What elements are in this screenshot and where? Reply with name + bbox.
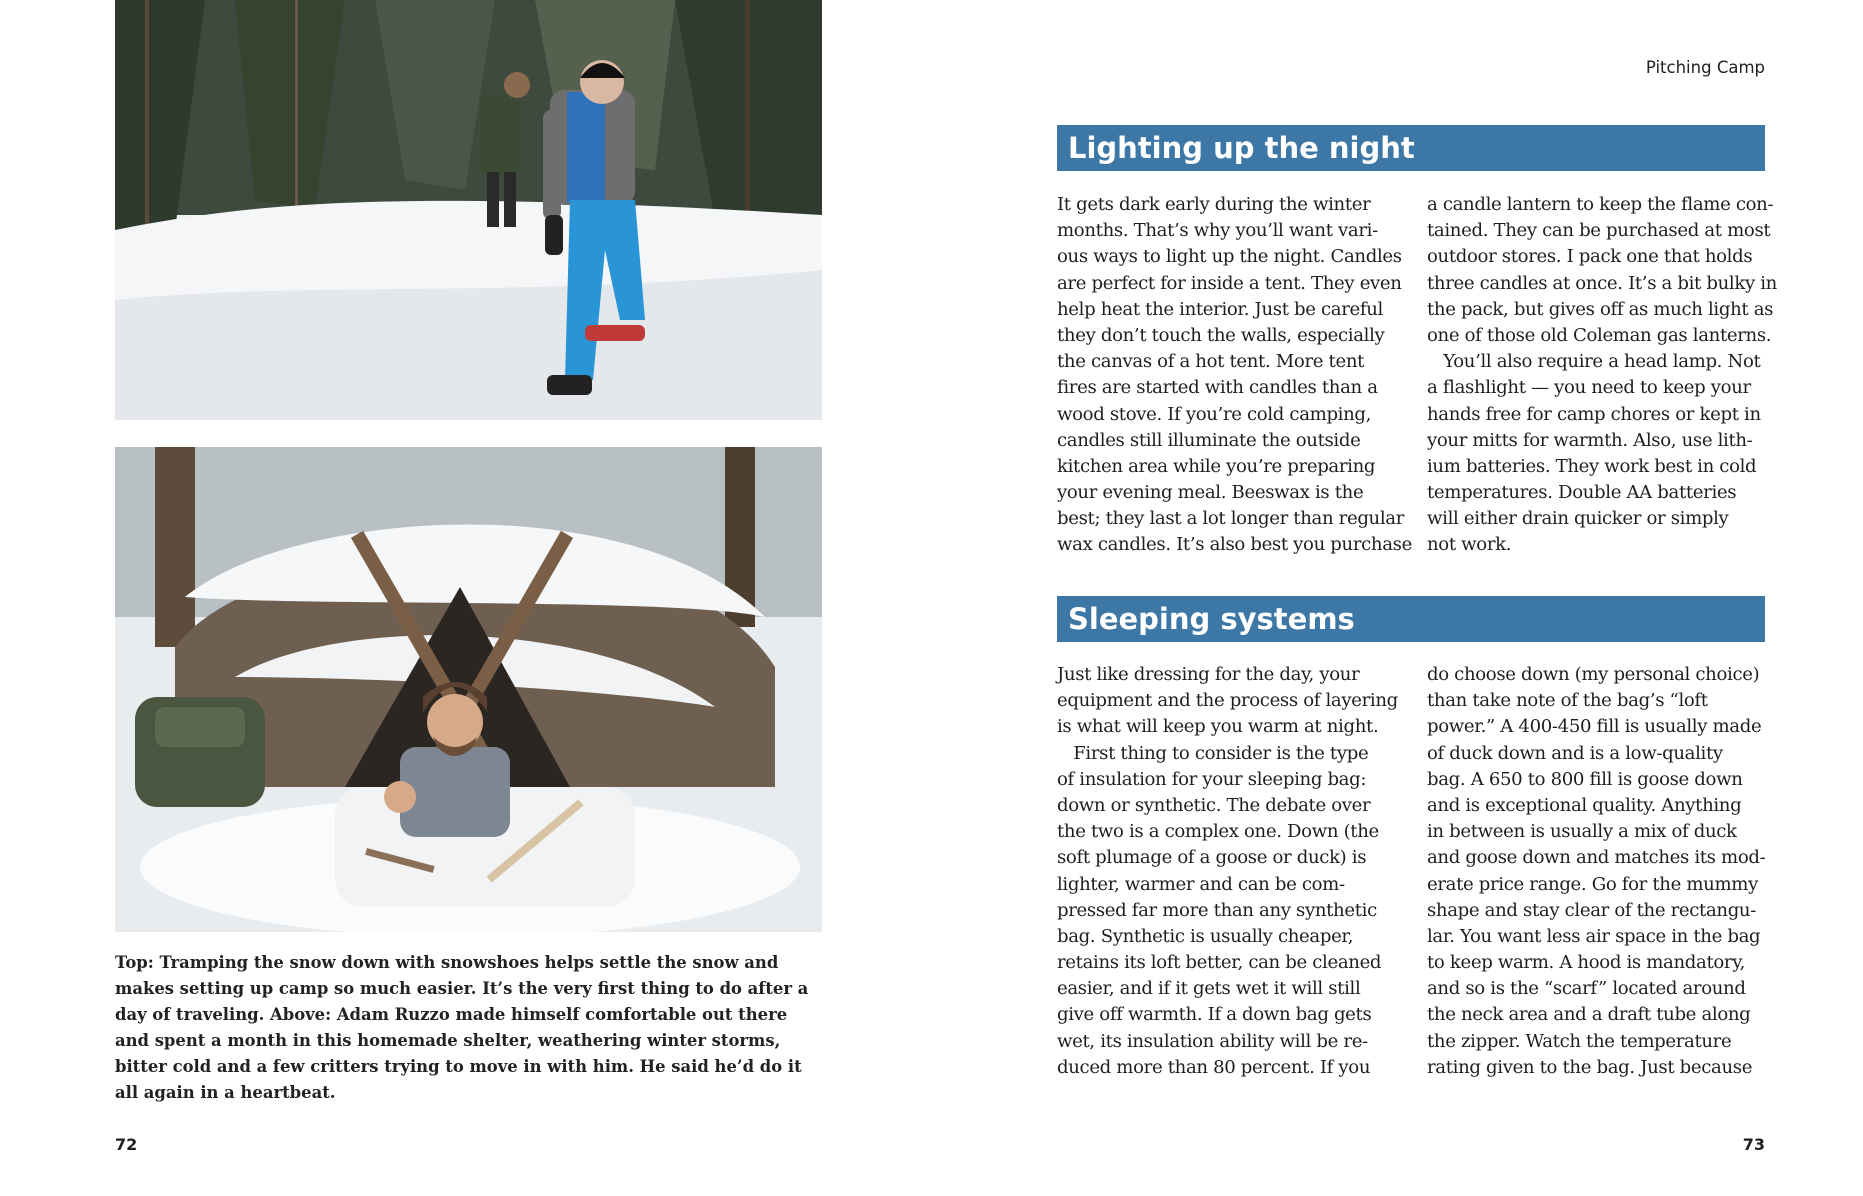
text-line: wood stove. If you’re cold camping, [1057, 403, 1372, 425]
text-line: is what will keep you warm at night. [1057, 716, 1379, 738]
text-line: help heat the interior. Just be careful [1057, 298, 1383, 320]
text-line: the neck area and a draft tube along [1427, 1004, 1751, 1026]
text-line: bag. A 650 to 800 fill is goose down [1427, 768, 1743, 790]
text-line: rating given to the bag. Just because [1427, 1056, 1753, 1078]
text-line: not work. [1427, 534, 1512, 556]
text-line: wax candles. It’s also best you purchase [1057, 534, 1412, 556]
text-line: wet, its insulation ability will be re- [1057, 1030, 1368, 1052]
text-line: temperatures. Double AA batteries [1427, 482, 1737, 504]
text-line: lar. You want less air space in the bag [1427, 925, 1761, 947]
page-number-right: 73 [1742, 1135, 1765, 1154]
text-line: easier, and if it gets wet it will still [1057, 978, 1361, 1000]
text-line: It gets dark early during the winter [1057, 194, 1371, 215]
text-line: and is exceptional quality. Anything [1427, 794, 1742, 816]
text-line: give off warmth. If a down bag gets [1057, 1004, 1372, 1026]
photo-snowshoeing [115, 0, 822, 420]
text-line: in between is usually a mix of duck [1427, 821, 1737, 843]
heading-sleeping-systems: Sleeping systems [1057, 596, 1765, 642]
text-line: pressed far more than any synthetic [1057, 899, 1377, 921]
snowshoeing-illustration [115, 0, 822, 420]
text-line: bag. Synthetic is usually cheaper, [1057, 925, 1354, 947]
snow-shelter-illustration [115, 447, 822, 932]
text-line: will either drain quicker or simply [1427, 508, 1729, 530]
text-line: soft plumage of a goose or duck) is [1057, 847, 1367, 869]
text-line: a candle lantern to keep the flame con- [1427, 194, 1774, 215]
text-line: your mitts for warmth. Also, use lith- [1427, 429, 1753, 451]
text-line: the canvas of a hot tent. More tent [1057, 351, 1365, 373]
text-line: tained. They can be purchased at most [1427, 220, 1771, 242]
running-head: Pitching Camp [1645, 58, 1765, 77]
text-line: the zipper. Watch the temperature [1427, 1030, 1732, 1052]
lighting-column-1 [1057, 192, 1412, 559]
text-line: the pack, but gives off as much light as [1427, 298, 1774, 320]
text-line: three candles at once. It’s a bit bulky in [1427, 272, 1777, 294]
text-line: fires are started with candles than a [1057, 377, 1378, 399]
text-line: First thing to consider is the type [1057, 742, 1369, 764]
text-line: You’ll also require a head lamp. Not [1427, 351, 1761, 373]
text-line: outdoor stores. I pack one that holds [1427, 246, 1753, 268]
text-line: best; they last a lot longer than regular [1057, 508, 1405, 530]
text-line: one of those old Coleman gas lanterns. [1427, 324, 1772, 346]
text-line: than take note of the bag’s “loft [1427, 690, 1708, 712]
text-line: the two is a complex one. Down (the [1057, 821, 1379, 843]
page-number-left: 72 [115, 1135, 138, 1154]
text-line: they don’t touch the walls, especially [1057, 324, 1385, 346]
photo-snow-shelter [115, 447, 822, 932]
text-line: down or synthetic. The debate over [1057, 794, 1371, 816]
sleeping-column-1 [1057, 662, 1397, 1081]
text-line: erate price range. Go for the mummy [1427, 873, 1758, 895]
text-line: Just like dressing for the day, your [1057, 664, 1360, 685]
text-line: duced more than 80 percent. If you [1057, 1056, 1371, 1078]
text-line: your evening meal. Beeswax is the [1057, 482, 1364, 504]
lighting-column-2 [1427, 192, 1777, 559]
text-line: of duck down and is a low-quality [1427, 742, 1723, 764]
text-line: do choose down (my personal choice) [1427, 664, 1760, 685]
text-line: and so is the “scarf” located around [1427, 978, 1746, 1000]
text-line: and goose down and matches its mod- [1427, 847, 1766, 869]
heading-lighting-up-the-night: Lighting up the night [1057, 125, 1765, 171]
text-line: of insulation for your sleeping bag: [1057, 768, 1367, 790]
sleeping-column-2 [1427, 662, 1767, 1081]
text-line: equipment and the process of layering [1057, 690, 1398, 712]
text-line: candles still illuminate the outside [1057, 429, 1361, 451]
text-line: ous ways to light up the night. Candles [1057, 246, 1402, 268]
text-line: power.” A 400-450 fill is usually made [1427, 716, 1762, 738]
text-line: retains its loft better, can be cleaned [1057, 952, 1382, 974]
text-line: are perfect for inside a tent. They even [1057, 272, 1402, 294]
text-line: months. That’s why you’ll want vari- [1057, 220, 1378, 242]
text-line: to keep warm. A hood is mandatory, [1427, 952, 1746, 974]
photo-caption: Top: Tramping the snow down with snowshoes helps settle the snow and makes setting up camp so much easier. It’s the very first thing to do after a day of traveling. Above: Adam Ruzzo made himself comfortable out there and spent a month in this homemade shelter, weathering winter storms, bitter cold and a few critters trying to move in with him. He said he’d do it all again in a heartbeat. [115, 953, 809, 1102]
text-line: lighter, warmer and can be com- [1057, 873, 1345, 895]
text-line: kitchen area while you’re preparing [1057, 455, 1376, 477]
text-line: ium batteries. They work best in cold [1427, 455, 1757, 477]
text-line: a flashlight — you need to keep your [1427, 377, 1751, 399]
text-line: shape and stay clear of the rectangu- [1427, 899, 1757, 921]
text-line: hands free for camp chores or kept in [1427, 403, 1761, 425]
